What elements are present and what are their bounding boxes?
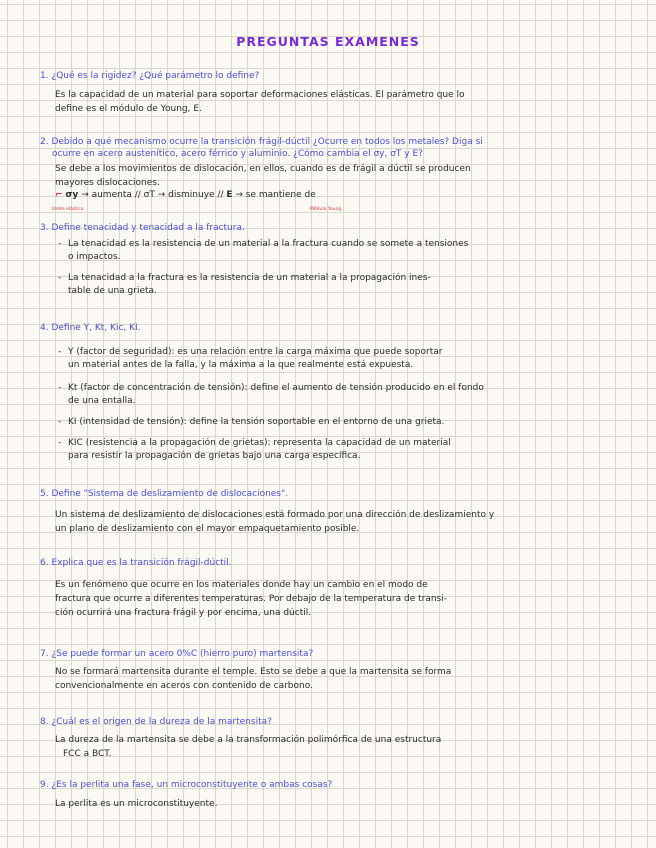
bullet-3-1-line-1: La tenacidad es la resistencia de un material a la fractura cuando se somete a tensiones	[68, 239, 469, 249]
bullet-3-2: - La tenacidad a la fractura es la resistencia de un material a la propagación ines- table de una grieta.	[58, 272, 630, 298]
answer-9-line-1: La perlita es un microconstituyente.	[55, 799, 218, 809]
bullet-4-1: - Y (factor de seguridad): es una relación entre la carga máxima que puede soportar un material antes de la falla, y la máxima a la que realmente está expuesta.	[58, 346, 630, 372]
formula-part-2: → se mantiene de	[235, 190, 316, 200]
question-1: 1. ¿Qué es la rigidez? ¿Qué parámetro lo define?	[40, 71, 260, 81]
question-6: 6. Explica que es la transición frágil-dúctil.	[40, 558, 232, 568]
answer-6	[55, 578, 630, 620]
bullet-3-1-line-2: o impactos.	[68, 252, 121, 262]
note-modulo-young: Módulo Young	[310, 207, 342, 212]
bullet-4-3-line-1: KI (intensidad de tensión): define la tensión soportable en el entorno de una grieta.	[68, 417, 445, 427]
answer-8-line-2: FCC a BCT.	[63, 749, 112, 759]
answer-9	[55, 797, 630, 811]
formula-part-1: → aumenta // σT → disminuye //	[81, 190, 224, 200]
answer-1-line-2: define es el módulo de Young, E.	[55, 104, 202, 114]
answer-2-line-1: Se debe a los movimientos de dislocación, en ellos, cuando es de frágil a dúctil se producen	[55, 164, 471, 174]
bullet-4-4-line-2: para resistir la propagación de grietas bajo una carga específica.	[68, 451, 361, 461]
answer-6-line-2: fractura que ocurre a diferentes temperaturas. Por debajo de la temperatura de transi-	[55, 594, 447, 604]
bullet-4-2: - Kt (factor de concentración de tensión): define el aumento de tensión producido en el fondo de una entalla.	[58, 382, 630, 408]
answer-8-line-1: La dureza de la martensita se debe a la transformación polimórfica de una estructura	[55, 735, 442, 745]
question-9: 9. ¿Es la perlita una fase, un microconstituyente o ambas cosas?	[40, 780, 333, 790]
question-3: 3. Define tenacidad y tenacidad a la fractura.	[40, 223, 245, 233]
question-4: 4. Define Y, Kt, Kic, KI.	[40, 323, 141, 333]
bullet-3-2-line-1: La tenacidad a la fractura es la resistencia de un material a la propagación ines-	[68, 273, 431, 283]
bullet-4-1-line-1: Y (factor de seguridad): es una relación entre la carga máxima que puede soportar	[68, 347, 443, 357]
bullet-4-2-line-2: de una entalla.	[68, 396, 136, 406]
answer-5-line-2: un plano de deslizamiento con el mayor empaquetamiento posible.	[55, 524, 360, 534]
answer-2-line-2: mayores dislocaciones.	[55, 178, 160, 188]
young-modulus-e: E	[226, 190, 233, 200]
answer-7-line-2: convencionalmente en aceros con contenido de carbono.	[55, 681, 313, 691]
answer-6-line-1: Es un fenómeno que ocurre en los materiales donde hay un cambio en el modo de	[55, 580, 428, 590]
formula-line	[55, 190, 615, 200]
red-bracket-icon: ⌐	[55, 190, 63, 200]
bullet-4-1-line-2: un material antes de la falla, y la máxima a la que realmente está expuesta.	[68, 360, 414, 370]
answer-7	[55, 665, 630, 693]
bullet-4-4: - KIC (resistencia a la propagación de grietas): representa la capacidad de un material para resistir la propagación de grietas bajo una carga específica.	[58, 437, 630, 463]
answer-5	[55, 508, 630, 536]
question-7: 7. ¿Se puede formar un acero 0%C (hierro puro) martensita?	[40, 649, 314, 659]
question-8: 8. ¿Cuál es el origen de la dureza de la martensita?	[40, 717, 272, 727]
bullet-4-3: - KI (intensidad de tensión): define la tensión soportable en el entorno de una grieta.	[58, 417, 445, 427]
question-2-line-2: ocurre en acero austenítico, acero férrico y aluminio. ¿Cómo cambia el σy, σT y E?	[52, 149, 423, 159]
answer-1-line-1: Es la capacidad de un material para soportar deformaciones elásticas. El parámetro que lo	[55, 90, 465, 100]
bullet-4-2-line-1: Kt (factor de concentración de tensión): define el aumento de tensión producido en el fondo	[68, 383, 484, 393]
answer-2	[55, 162, 630, 190]
page-title: PREGUNTAS EXAMENES	[236, 34, 420, 49]
answer-8	[55, 733, 630, 761]
answer-5-line-1: Un sistema de deslizamiento de dislocaciones está formado por una dirección de deslizamiento y	[55, 510, 495, 520]
answer-6-line-3: ción ocurrirá una fractura frágil y por encima, una dúctil.	[55, 608, 312, 618]
question-5: 5. Define "Sistema de deslizamiento de dislocaciones".	[40, 489, 289, 499]
bullet-3-1: - La tenacidad es la resistencia de un material a la fractura cuando se somete a tensiones o impactos.	[58, 238, 630, 264]
answer-1	[55, 88, 630, 116]
note-limite-elastico: límite elástico	[52, 207, 84, 212]
sigma-y: σy	[65, 190, 79, 200]
bullet-4-4-line-1: KIC (resistencia a la propagación de grietas): representa la capacidad de un material	[68, 438, 451, 448]
answer-7-line-1: No se formará martensita durante el temple. Esto se debe a que la martensita se forma	[55, 667, 452, 677]
question-2-line-1: 2. Debido a qué mecanismo ocurre la transición frágil-dúctil ¿Ocurre en todos los metales? Diga si	[40, 137, 483, 147]
bullet-3-2-line-2: table de una grieta.	[68, 286, 157, 296]
